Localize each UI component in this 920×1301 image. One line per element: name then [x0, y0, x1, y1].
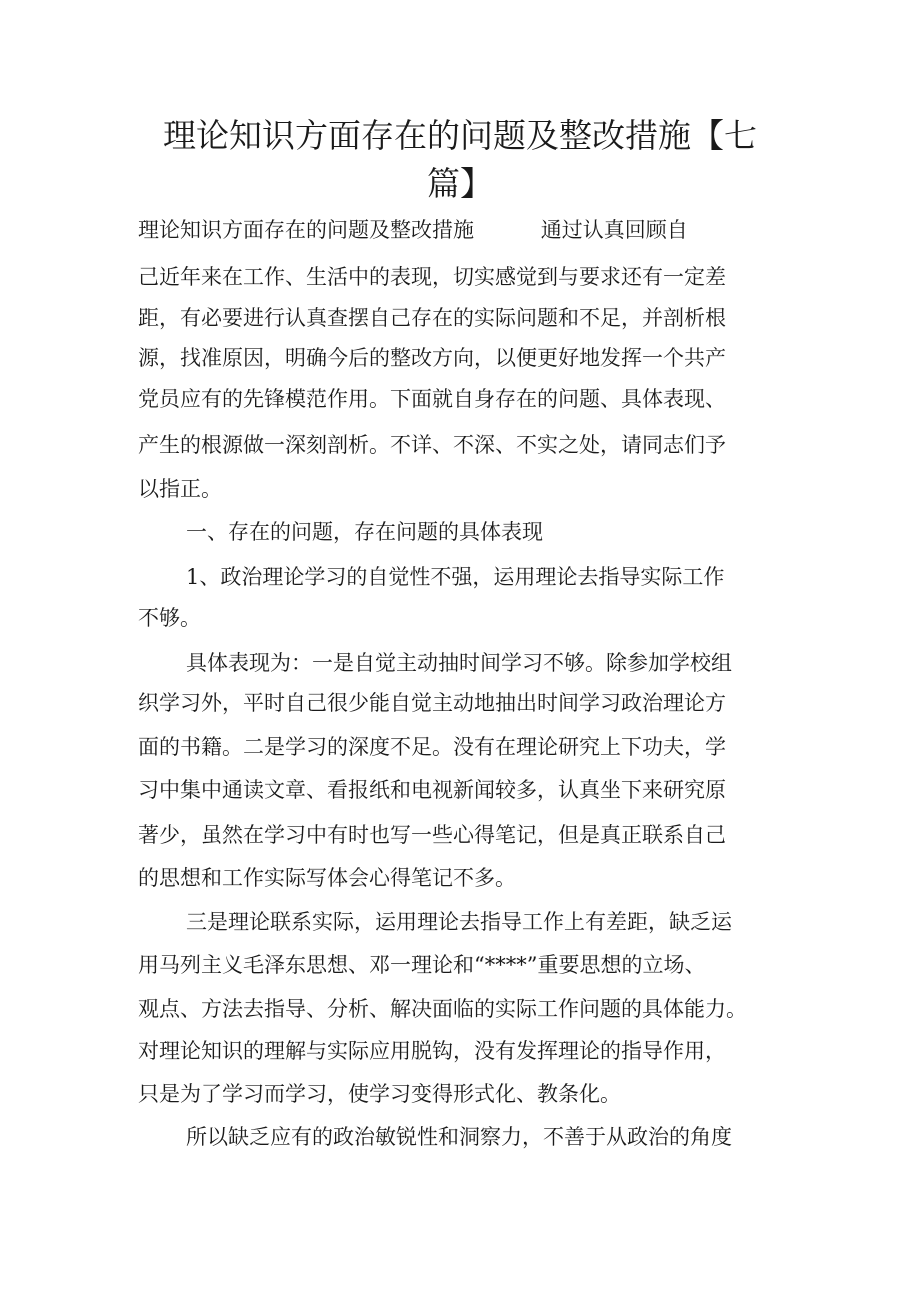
paragraph-line: 距，有必要进行认真查摆自己存在的实际问题和不足，并剖析根 [138, 306, 726, 330]
section-heading: 一、存在的问题，存在问题的具体表现 [186, 520, 543, 544]
paragraph-line: 织学习外，平时自己很少能自觉主动地抽出时间学习政治理论方 [138, 691, 726, 715]
paragraph-line: 理论知识方面存在的问题及整改措施 通过认真回顾自 [138, 218, 688, 242]
subsection-heading: 1、政治理论学习的自觉性不强，运用理论去指导实际工作 [186, 565, 725, 589]
paragraph-line: 产生的根源做一深刻剖析。不详、不深、不实之处，请同志们予 [138, 433, 726, 457]
paragraph-line: 面的书籍。二是学习的深度不足。没有在理论研究上下功夫，学 [138, 735, 726, 759]
document-title-line-1: 理论知识方面存在的问题及整改措施【七 [163, 116, 757, 155]
paragraph-line: 只是为了学习而学习，使学习变得形式化、教条化。 [138, 1082, 621, 1106]
document-title-line-2: 篇】 [427, 164, 493, 203]
paragraph-line: 习中集中通读文章、看报纸和电视新闻较多，认真坐下来研究原 [138, 778, 726, 802]
paragraph-line: 用马列主义毛泽东思想、邓一理论和“****”重要思想的立场、 [138, 953, 706, 977]
paragraph-line: 著少，虽然在学习中有时也写一些心得笔记，但是真正联系自己 [138, 823, 726, 847]
paragraph-line: 所以缺乏应有的政治敏锐性和洞察力，不善于从政治的角度 [186, 1125, 732, 1149]
paragraph-line: 三是理论联系实际，运用理论去指导工作上有差距，缺乏运 [186, 910, 732, 934]
paragraph-line: 不够。 [138, 606, 201, 630]
paragraph-line: 的思想和工作实际写体会心得笔记不多。 [138, 866, 516, 890]
paragraph-line: 己近年来在工作、生活中的表现，切实感觉到与要求还有一定差 [138, 265, 726, 289]
paragraph-line: 观点、方法去指导、分析、解决面临的实际工作问题的具体能力。 [138, 997, 747, 1021]
paragraph-line: 具体表现为：一是自觉主动抽时间学习不够。除参加学校组 [186, 651, 732, 675]
paragraph-line: 对理论知识的理解与实际应用脱钩，没有发挥理论的指导作用， [138, 1039, 726, 1063]
paragraph-line: 源，找准原因，明确今后的整改方向，以便更好地发挥一个共产 [138, 346, 726, 370]
paragraph-line: 以指正。 [138, 477, 222, 501]
paragraph-line: 党员应有的先锋模范作用。下面就自身存在的问题、具体表现、 [138, 387, 726, 411]
